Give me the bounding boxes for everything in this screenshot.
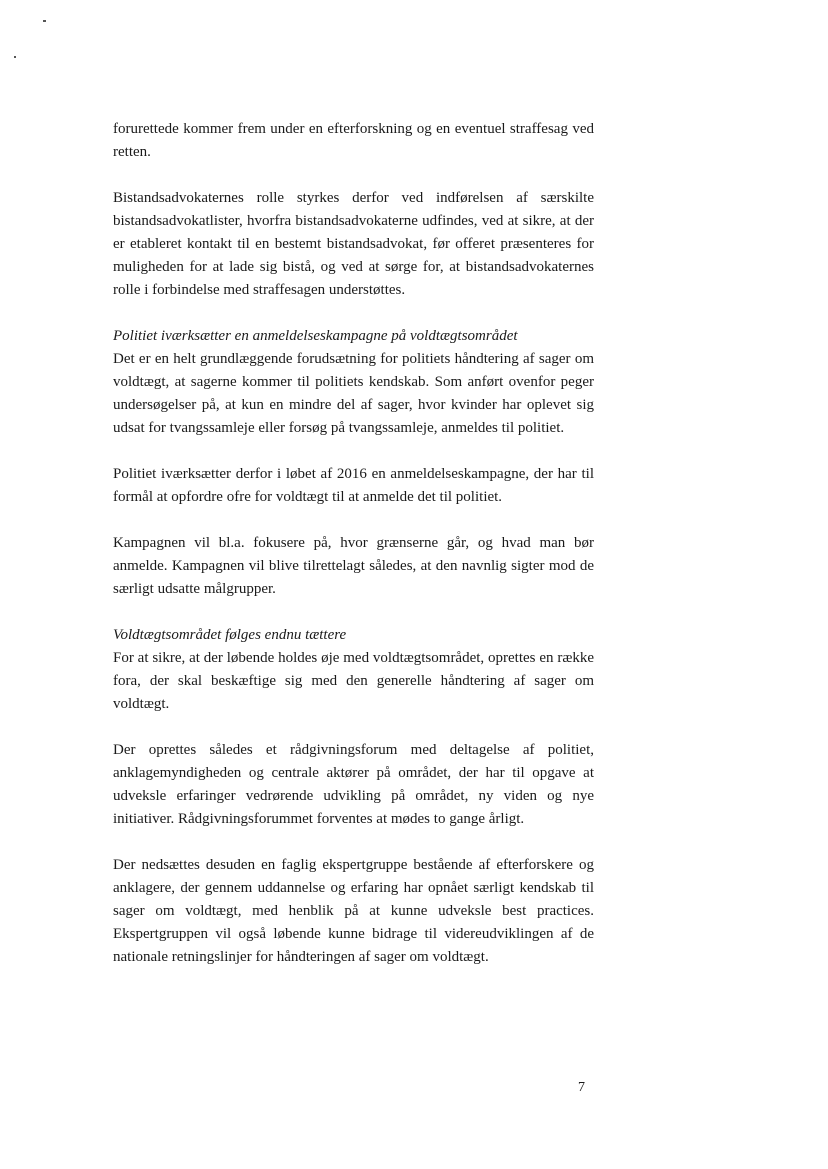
paragraph: forurettede kommer frem under en efterforskning og en eventuel straffesag ved retten.	[113, 121, 594, 160]
page-body	[113, 118, 594, 969]
section-heading: Voldtægtsområdet følges endnu tættere	[113, 627, 347, 643]
paragraph: Bistandsadvokaternes rolle styrkes derfor ved indførelsen af særskilte bistandsadvokatlister, hvorfra bistandsadvokaterne udfindes, ved at sikre, at der er etableret kontakt til en bestemt bistandsadvokat, før offeret præsenteres for muligheden for at lade sig bistå, og ved at sørge for, at bistandsadvokaternes rolle i forbindelse med straffesagen understøttes.	[113, 190, 594, 298]
section-heading: Politiet iværksætter en anmeldelseskampagne på voldtægtsområdet	[113, 328, 518, 344]
page-number: 7	[578, 1080, 585, 1095]
paragraph: Det er en helt grundlæggende forudsætning for politiets håndtering af sager om voldtægt, at sagerne kommer til politiets kendskab. Som anført ovenfor peger undersøgelser på, at kun en mindre del af sager, hvor kvinder har oplevet sig udsat for tvangssamleje eller forsøg på tvangssamleje, anmeldes til politiet.	[113, 351, 594, 436]
paragraph: Politiet iværksætter derfor i løbet af 2016 en anmeldelseskampagne, der har til formål at opfordre ofre for voldtægt til at anmelde det til politiet.	[113, 466, 594, 505]
paragraph: Der oprettes således et rådgivningsforum med deltagelse af politiet, anklagemyndigheden og centrale aktører på området, der har til opgave at udveksle erfaringer vedrørende udvikling på området, ny viden og nye initiativer. Rådgivningsforummet forventes at mødes to gange årligt.	[113, 742, 594, 827]
paragraph: Der nedsættes desuden en faglig ekspertgruppe bestående af efterforskere og anklagere, der gennem uddannelse og erfaring har opnået særligt kendskab til sager om voldtægt, med henblik på at kunne udveksle best practices. Ekspertgruppen vil også løbende kunne bidrage til videreudviklingen af de nationale retningslinjer for håndteringen af sager om voldtægt.	[113, 857, 594, 965]
paragraph: For at sikre, at der løbende holdes øje med voldtægtsområdet, oprettes en række fora, der skal beskæftige sig med den generelle håndtering af sager om voldtægt.	[113, 650, 594, 712]
paragraph: Kampagnen vil bl.a. fokusere på, hvor grænserne går, og hvad man bør anmelde. Kampagnen vil blive tilrettelagt således, at den navnlig sigter mod de særligt udsatte målgrupper.	[113, 535, 594, 597]
scan-mark	[14, 56, 16, 58]
scan-mark	[43, 20, 46, 22]
